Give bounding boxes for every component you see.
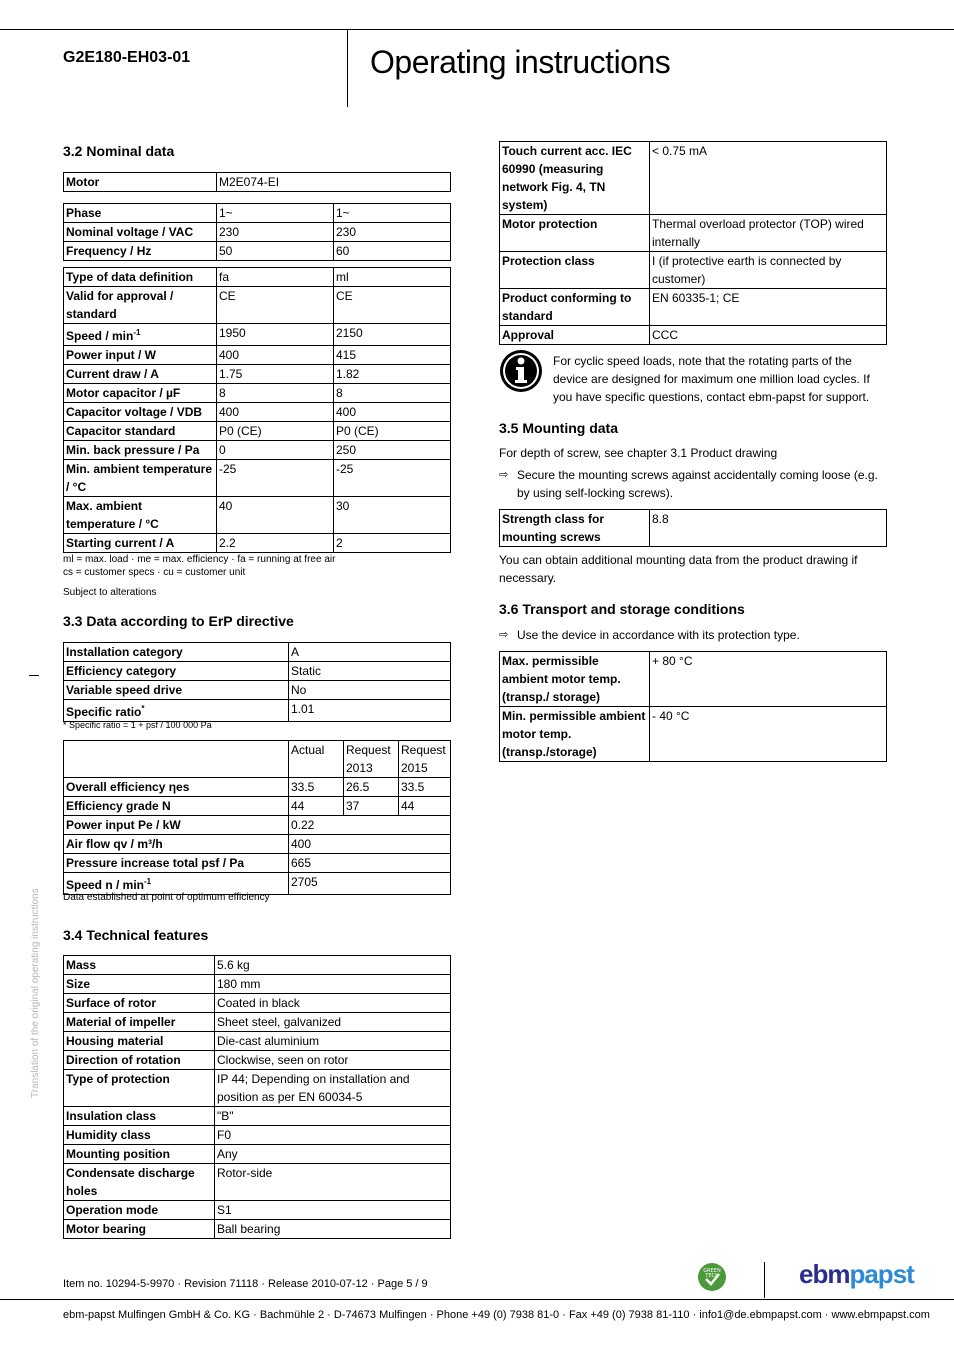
row-label: Min. permissible ambient motor temp. (transp./storage) bbox=[500, 707, 650, 762]
row-label: Installation category bbox=[64, 643, 289, 662]
row-value: 8.8 bbox=[650, 510, 887, 547]
row-value: Sheet steel, galvanized bbox=[215, 1013, 451, 1032]
table-row bbox=[64, 956, 451, 975]
table-row bbox=[64, 204, 451, 223]
table-row bbox=[500, 652, 887, 707]
table-row bbox=[64, 1032, 451, 1051]
table-row bbox=[500, 510, 887, 547]
row-value: Thermal overload protector (TOP) wired internally bbox=[650, 215, 887, 252]
row-label: Mass bbox=[64, 956, 215, 975]
row-value: 400 bbox=[334, 403, 451, 422]
table-row bbox=[64, 268, 451, 287]
row-value: fa bbox=[217, 268, 334, 287]
table-row bbox=[64, 643, 451, 662]
table-row bbox=[500, 252, 887, 289]
table-row bbox=[64, 778, 451, 797]
row-value: 2 bbox=[334, 534, 451, 553]
table-row bbox=[500, 289, 887, 326]
row-label: Type of protection bbox=[64, 1070, 215, 1107]
technical-table bbox=[63, 955, 451, 1239]
arrow-right-icon: ⇨ bbox=[499, 629, 509, 641]
row-value: F0 bbox=[215, 1126, 451, 1145]
row-value: 1~ bbox=[217, 204, 334, 223]
mounting-instruction-text: Secure the mounting screws against accidentally coming loose (e.g. by using self-locking screws). bbox=[517, 468, 878, 500]
table-row bbox=[64, 534, 451, 553]
row-value: Static bbox=[289, 662, 451, 681]
row-label: Max. ambient temperature / °C bbox=[64, 497, 217, 534]
row-label: Approval bbox=[500, 326, 650, 345]
row-value: 8 bbox=[334, 384, 451, 403]
section-heading-nominal-data: 3.2 Nominal data bbox=[63, 143, 175, 159]
table-row bbox=[64, 1126, 451, 1145]
badge-text-top: GREEN bbox=[703, 1268, 721, 1274]
row-value: No bbox=[289, 681, 451, 700]
legend-note-2: cs = customer specs · cu = customer unit bbox=[63, 567, 246, 578]
row-value: 30 bbox=[334, 497, 451, 534]
transport-table bbox=[499, 651, 887, 762]
row-value: ml bbox=[334, 268, 451, 287]
row-value: -25 bbox=[334, 460, 451, 497]
row-value: 8 bbox=[217, 384, 334, 403]
row-label: Insulation class bbox=[64, 1107, 215, 1126]
table-row bbox=[64, 242, 451, 261]
row-label: Efficiency category bbox=[64, 662, 289, 681]
row-label: Strength class for mounting screws bbox=[500, 510, 650, 547]
nominal-table-1 bbox=[63, 203, 451, 261]
transport-instruction-text: Use the device in accordance with its protection type. bbox=[517, 628, 800, 642]
row-label: Valid for approval / standard bbox=[64, 287, 217, 324]
row-value: "B" bbox=[215, 1107, 451, 1126]
row-value: 50 bbox=[217, 242, 334, 261]
table-row bbox=[500, 142, 887, 215]
table-row bbox=[64, 1070, 451, 1107]
speed-n-label: Speed n / min bbox=[66, 878, 145, 892]
superscript: -1 bbox=[133, 328, 141, 337]
row-value: 44 bbox=[399, 797, 451, 816]
efficiency-table bbox=[63, 740, 451, 895]
row-label: Min. ambient temperature / °C bbox=[64, 460, 217, 497]
section-heading-transport: 3.6 Transport and storage conditions bbox=[499, 601, 745, 617]
company-address: ebm-papst Mulfingen GmbH & Co. KG · Bachmühle 2 · D-74673 Mulfingen · Phone +49 (0) 7938 81-0 · Fax +49 (0) 7938 81-110 · info1@de.ebmpapst.com · www.ebmpapst.com bbox=[63, 1309, 930, 1321]
mounting-text-1: For depth of screw, see chapter 3.1 Product drawing bbox=[499, 446, 778, 460]
table-row bbox=[64, 975, 451, 994]
row-label: Starting current / A bbox=[64, 534, 217, 553]
row-label: Protection class bbox=[500, 252, 650, 289]
translation-sidebar: Translation of the original operating instructions bbox=[30, 888, 41, 1098]
row-value: 37 bbox=[344, 797, 399, 816]
row-value: 60 bbox=[334, 242, 451, 261]
row-value: 44 bbox=[289, 797, 344, 816]
header-top-rule bbox=[0, 29, 954, 30]
specific-ratio-footnote: * Specific ratio = 1 + psf / 100 000 Pa bbox=[63, 720, 212, 730]
margin-tick bbox=[29, 675, 39, 676]
table-row bbox=[64, 1051, 451, 1070]
row-label: Capacitor standard bbox=[64, 422, 217, 441]
motor-value: M2E074-EI bbox=[217, 173, 451, 192]
row-label: Nominal voltage / VAC bbox=[64, 223, 217, 242]
row-value: 2150 bbox=[334, 324, 451, 346]
row-value: CE bbox=[334, 287, 451, 324]
section-heading-erp: 3.3 Data according to ErP directive bbox=[63, 613, 294, 629]
row-value: 180 mm bbox=[215, 975, 451, 994]
row-value: 26.5 bbox=[344, 778, 399, 797]
empty-header-cell bbox=[64, 741, 289, 778]
table-row bbox=[64, 1145, 451, 1164]
row-value: 230 bbox=[217, 223, 334, 242]
footer-logo-divider bbox=[764, 1262, 765, 1298]
optimum-efficiency-note: Data established at point of optimum efficiency bbox=[63, 892, 270, 903]
legend-note-1: ml = max. load · me = max. efficiency · fa = running at free air bbox=[63, 554, 336, 565]
row-label: Power input Pe / kW bbox=[64, 816, 289, 835]
row-value: 230 bbox=[334, 223, 451, 242]
table-row bbox=[64, 287, 451, 324]
nominal-table-2 bbox=[63, 267, 451, 553]
row-value: EN 60335-1; CE bbox=[650, 289, 887, 326]
row-value: < 0.75 mA bbox=[650, 142, 887, 215]
table-row bbox=[64, 365, 451, 384]
row-value: 0 bbox=[217, 441, 334, 460]
row-value: 400 bbox=[217, 346, 334, 365]
row-value: Rotor-side bbox=[215, 1164, 451, 1201]
model-number: G2E180-EH03-01 bbox=[63, 49, 191, 66]
mounting-instruction bbox=[499, 466, 887, 502]
row-value: 400 bbox=[289, 835, 451, 854]
superscript: -1 bbox=[144, 877, 152, 886]
row-value: 1950 bbox=[217, 324, 334, 346]
info-icon bbox=[499, 349, 543, 393]
row-value: CE bbox=[217, 287, 334, 324]
row-value: 2.2 bbox=[217, 534, 334, 553]
table-row bbox=[64, 816, 451, 835]
row-value: P0 (CE) bbox=[334, 422, 451, 441]
table-row bbox=[64, 681, 451, 700]
row-label: Condensate discharge holes bbox=[64, 1164, 215, 1201]
row-value: Clockwise, seen on rotor bbox=[215, 1051, 451, 1070]
table-row bbox=[64, 1164, 451, 1201]
row-value: S1 bbox=[215, 1201, 451, 1220]
table-row bbox=[64, 1220, 451, 1239]
mounting-text-2: You can obtain additional mounting data from the product drawing if necessary. bbox=[499, 553, 858, 585]
row-value: 5.6 kg bbox=[215, 956, 451, 975]
transport-instruction bbox=[499, 626, 887, 644]
table-row bbox=[64, 460, 451, 497]
row-value: - 40 °C bbox=[650, 707, 887, 762]
table-row bbox=[64, 422, 451, 441]
row-label: Mounting position bbox=[64, 1145, 215, 1164]
document-title: Operating instructions bbox=[370, 44, 671, 80]
row-label: Type of data definition bbox=[64, 268, 217, 287]
row-label: Humidity class bbox=[64, 1126, 215, 1145]
row-value: 400 bbox=[217, 403, 334, 422]
row-value: 415 bbox=[334, 346, 451, 365]
subject-to-alterations: Subject to alterations bbox=[63, 587, 157, 598]
table-row bbox=[64, 854, 451, 873]
row-value: 2705 bbox=[289, 873, 451, 895]
table-row bbox=[64, 1013, 451, 1032]
row-value: 33.5 bbox=[289, 778, 344, 797]
table-row bbox=[64, 835, 451, 854]
table-row bbox=[64, 741, 451, 778]
motor-table bbox=[63, 172, 451, 192]
row-label: Motor bearing bbox=[64, 1220, 215, 1239]
row-value: I (if protective earth is connected by customer) bbox=[650, 252, 887, 289]
row-label: Air flow qv / m³/h bbox=[64, 835, 289, 854]
row-label: Surface of rotor bbox=[64, 994, 215, 1013]
row-label: Variable speed drive bbox=[64, 681, 289, 700]
row-label: Size bbox=[64, 975, 215, 994]
row-value: A bbox=[289, 643, 451, 662]
table-row bbox=[64, 346, 451, 365]
row-value: + 80 °C bbox=[650, 652, 887, 707]
row-label: Phase bbox=[64, 204, 217, 223]
item-number-line: Item no. 10294-5-9970 · Revision 71118 · Release 2010-07-12 · Page 5 / 9 bbox=[63, 1278, 428, 1290]
row-value: -25 bbox=[217, 460, 334, 497]
row-label: Material of impeller bbox=[64, 1013, 215, 1032]
row-value: P0 (CE) bbox=[217, 422, 334, 441]
table-row bbox=[64, 403, 451, 422]
row-value: 665 bbox=[289, 854, 451, 873]
row-label: Overall efficiency ηes bbox=[64, 778, 289, 797]
row-label: Motor protection bbox=[500, 215, 650, 252]
row-label: Power input / W bbox=[64, 346, 217, 365]
row-value: 1.01 bbox=[289, 700, 451, 722]
table-row bbox=[64, 994, 451, 1013]
header-divider bbox=[347, 29, 348, 107]
row-label: Max. permissible ambient motor temp. (transp./ storage) bbox=[500, 652, 650, 707]
table-row bbox=[64, 223, 451, 242]
badge-text-bottom: TECH bbox=[705, 1273, 719, 1279]
row-value: CCC bbox=[650, 326, 887, 345]
row-label: Min. back pressure / Pa bbox=[64, 441, 217, 460]
row-label: Touch current acc. IEC 60990 (measuring network Fig. 4, TN system) bbox=[500, 142, 650, 215]
row-label: Motor capacitor / µF bbox=[64, 384, 217, 403]
table-row bbox=[500, 215, 887, 252]
table-row bbox=[64, 384, 451, 403]
row-label: Efficiency grade N bbox=[64, 797, 289, 816]
row-value: 0.22 bbox=[289, 816, 451, 835]
electrical-table bbox=[499, 141, 887, 345]
table-row bbox=[64, 1201, 451, 1220]
row-value: 40 bbox=[217, 497, 334, 534]
row-value: Ball bearing bbox=[215, 1220, 451, 1239]
section-heading-technical: 3.4 Technical features bbox=[63, 927, 209, 943]
row-label bbox=[64, 324, 217, 346]
table-row bbox=[64, 1107, 451, 1126]
row-label: Current draw / A bbox=[64, 365, 217, 384]
row-value: 1.82 bbox=[334, 365, 451, 384]
row-label: Housing material bbox=[64, 1032, 215, 1051]
speed-label: Speed / min bbox=[66, 329, 134, 343]
row-value: 250 bbox=[334, 441, 451, 460]
green-tech-badge-icon bbox=[697, 1262, 727, 1292]
row-label: Direction of rotation bbox=[64, 1051, 215, 1070]
erp-table bbox=[63, 642, 451, 722]
row-label: Capacitor voltage / VDB bbox=[64, 403, 217, 422]
table-row bbox=[64, 441, 451, 460]
logo-part-ebm: ebm bbox=[799, 1259, 850, 1289]
column-header: Actual bbox=[289, 741, 344, 778]
row-label: Operation mode bbox=[64, 1201, 215, 1220]
row-value: Coated in black bbox=[215, 994, 451, 1013]
superscript: * bbox=[141, 704, 145, 713]
table-row bbox=[500, 707, 887, 762]
row-value: Die-cast aluminium bbox=[215, 1032, 451, 1051]
table-row bbox=[64, 497, 451, 534]
row-label: Product conforming to standard bbox=[500, 289, 650, 326]
row-value: 1.75 bbox=[217, 365, 334, 384]
row-value: 33.5 bbox=[399, 778, 451, 797]
table-row bbox=[64, 324, 451, 346]
table-row bbox=[500, 326, 887, 345]
info-note: For cyclic speed loads, note that the rotating parts of the device are designed for maximum one million load cycles. If you have specific questions, contact ebm-papst for support. bbox=[553, 354, 870, 404]
logo-part-papst: papst bbox=[849, 1259, 914, 1289]
motor-label: Motor bbox=[64, 173, 217, 192]
mounting-table bbox=[499, 509, 887, 547]
ebmpapst-logo bbox=[799, 1259, 914, 1290]
arrow-right-icon: ⇨ bbox=[499, 469, 509, 481]
row-value: IP 44; Depending on installation and position as per EN 60034-5 bbox=[215, 1070, 451, 1107]
table-row bbox=[64, 662, 451, 681]
column-header: Request 2015 bbox=[399, 741, 451, 778]
row-label: Pressure increase total psf / Pa bbox=[64, 854, 289, 873]
table-row bbox=[64, 173, 451, 192]
specific-ratio-label: Specific ratio bbox=[66, 705, 142, 719]
row-label: Frequency / Hz bbox=[64, 242, 217, 261]
row-value: Any bbox=[215, 1145, 451, 1164]
section-heading-mounting: 3.5 Mounting data bbox=[499, 420, 618, 436]
column-header: Request 2013 bbox=[344, 741, 399, 778]
footer-rule bbox=[0, 1299, 954, 1300]
row-value: 1~ bbox=[334, 204, 451, 223]
table-row bbox=[64, 797, 451, 816]
